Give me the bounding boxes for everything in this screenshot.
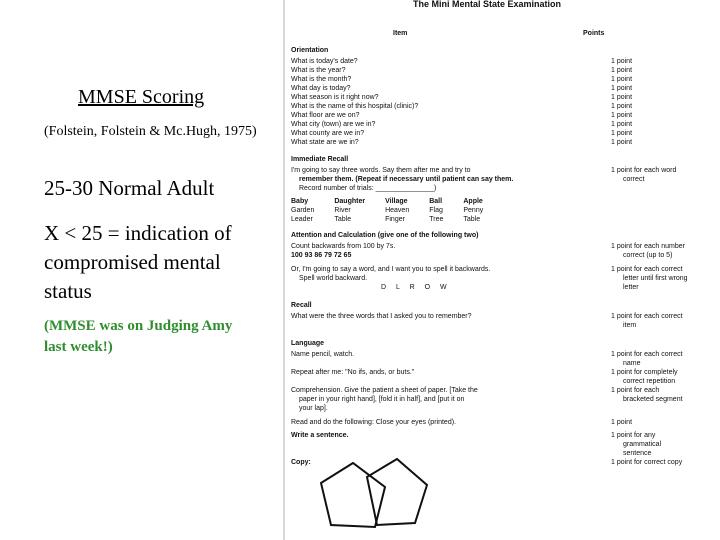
immediate-recall-points: correct	[623, 176, 645, 183]
orientation-item: What floor are we on?	[291, 112, 360, 119]
immediate-recall-line: I'm going to say three words. Say them after me and try to	[291, 167, 471, 174]
intersecting-pentagons-figure	[315, 455, 445, 537]
immediate-recall-line: remember them. (Repeat if necessary until patient can say them.	[299, 176, 514, 183]
orientation-point: 1 point	[611, 103, 633, 110]
word: Table	[334, 216, 352, 223]
word: Leader	[291, 216, 313, 223]
language-points: sentence	[623, 450, 652, 457]
attention-points: 1 point for each number	[611, 243, 685, 250]
slide-title: MMSE Scoring	[78, 86, 205, 108]
form-title: The Mini Mental State Examination	[413, 0, 562, 9]
language-comprehension: your lap].	[299, 405, 328, 412]
orientation-point: 1 point	[611, 112, 633, 119]
section-immediate-recall: Immediate Recall	[291, 156, 349, 163]
recall-points: 1 point for each correct	[611, 313, 683, 320]
orientation-point: 1 point	[611, 94, 633, 101]
column-header-item: Item	[393, 30, 408, 37]
language-points: 1 point	[611, 419, 633, 426]
word: Apple	[463, 198, 483, 205]
immediate-recall-points: 1 point for each word	[611, 167, 677, 174]
orientation-item: What is today's date?	[291, 58, 358, 65]
attention-line: Spell world backward.	[299, 275, 368, 282]
impairment-threshold: X < 25 = indication of compromised mental status	[44, 221, 232, 303]
dlrow: D L R O W	[381, 284, 451, 291]
citation: (Folstein, Folstein & Mc.Hugh, 1975)	[44, 124, 257, 139]
slide-text-panel	[0, 0, 280, 540]
orientation-item: What is the month?	[291, 76, 352, 83]
language-name: Name pencil, watch.	[291, 351, 355, 358]
language-comprehension: paper in your right hand], [fold it in half], and [put it on	[299, 396, 465, 403]
language-points: 1 point for completely	[611, 369, 678, 376]
language-points: bracketed segment	[623, 396, 683, 403]
orientation-point: 1 point	[611, 67, 633, 74]
orientation-item: What state are we in?	[291, 139, 359, 146]
recall-line: What were the three words that I asked you to remember?	[291, 313, 472, 320]
pentagon-right	[367, 459, 427, 525]
attention-points: correct (up to 5)	[623, 252, 673, 259]
orientation-point: 1 point	[611, 58, 633, 65]
word: Flag	[429, 207, 443, 214]
word: Table	[463, 216, 481, 223]
attention-line: 100 93 86 79 72 65	[291, 252, 352, 259]
orientation-item: What is the year?	[291, 67, 346, 74]
normal-range: 25-30 Normal Adult	[44, 176, 215, 200]
orientation-item: What is the name of this hospital (clinic)?	[291, 103, 419, 110]
immediate-recall-line: Record number of trials: _______________)	[299, 185, 437, 192]
tv-note: (MMSE was on Judging Amy last week!)	[44, 318, 233, 355]
attention-points: 1 point for each correct	[611, 266, 683, 273]
column-header-points: Points	[583, 30, 605, 37]
language-points: correct repetition	[623, 378, 676, 385]
language-points: grammatical	[623, 441, 662, 448]
word-lists	[291, 197, 503, 224]
language-comprehension: Comprehension. Give the patient a sheet of paper. [Take the	[291, 387, 478, 394]
word: Tree	[429, 216, 444, 223]
word: Garden	[291, 207, 315, 214]
language-points: 1 point for each	[611, 387, 660, 394]
language-repeat: Repeat after me: "No ifs, ands, or buts."	[291, 369, 415, 376]
section-recall: Recall	[291, 302, 312, 309]
word: River	[334, 207, 351, 214]
section-orientation: Orientation	[291, 47, 329, 54]
recall-points: item	[623, 322, 637, 329]
section-language: Language	[291, 340, 325, 347]
orientation-point: 1 point	[611, 85, 633, 92]
orientation-points	[611, 57, 720, 147]
orientation-item: What day is today?	[291, 85, 351, 92]
orientation-point: 1 point	[611, 76, 633, 83]
section-attention: Attention and Calculation (give one of the following two)	[291, 232, 479, 239]
word: Village	[385, 198, 408, 205]
attention-points: letter until first wrong	[623, 275, 688, 282]
word: Ball	[429, 198, 443, 205]
orientation-point: 1 point	[611, 139, 633, 146]
orientation-point: 1 point	[611, 121, 633, 128]
language-points: 1 point for each correct	[611, 351, 683, 358]
language-copy: Copy:	[291, 459, 311, 466]
orientation-items	[291, 57, 591, 147]
language-points: name	[623, 360, 641, 367]
attention-line: Or, I'm going to say a word, and I want you to spell it backwards.	[291, 266, 491, 273]
orientation-item: What season is it right now?	[291, 94, 379, 101]
scan-edge	[283, 0, 285, 540]
language-read: Read and do the following: Close your eyes (printed).	[291, 419, 456, 426]
attention-points: letter	[623, 284, 639, 291]
word: Finger	[385, 216, 405, 223]
orientation-item: What county are we in?	[291, 130, 365, 137]
word: Baby	[291, 198, 309, 205]
attention-line: Count backwards from 100 by 7s.	[291, 243, 396, 250]
orientation-point: 1 point	[611, 130, 633, 137]
language-points: 1 point for correct copy	[611, 459, 683, 466]
word: Daughter	[334, 198, 366, 205]
language-write: Write a sentence.	[291, 432, 349, 439]
orientation-item: What city (town) are we in?	[291, 121, 376, 128]
word: Heaven	[385, 207, 410, 214]
word: Penny	[463, 207, 484, 214]
language-points: 1 point for any	[611, 432, 656, 439]
